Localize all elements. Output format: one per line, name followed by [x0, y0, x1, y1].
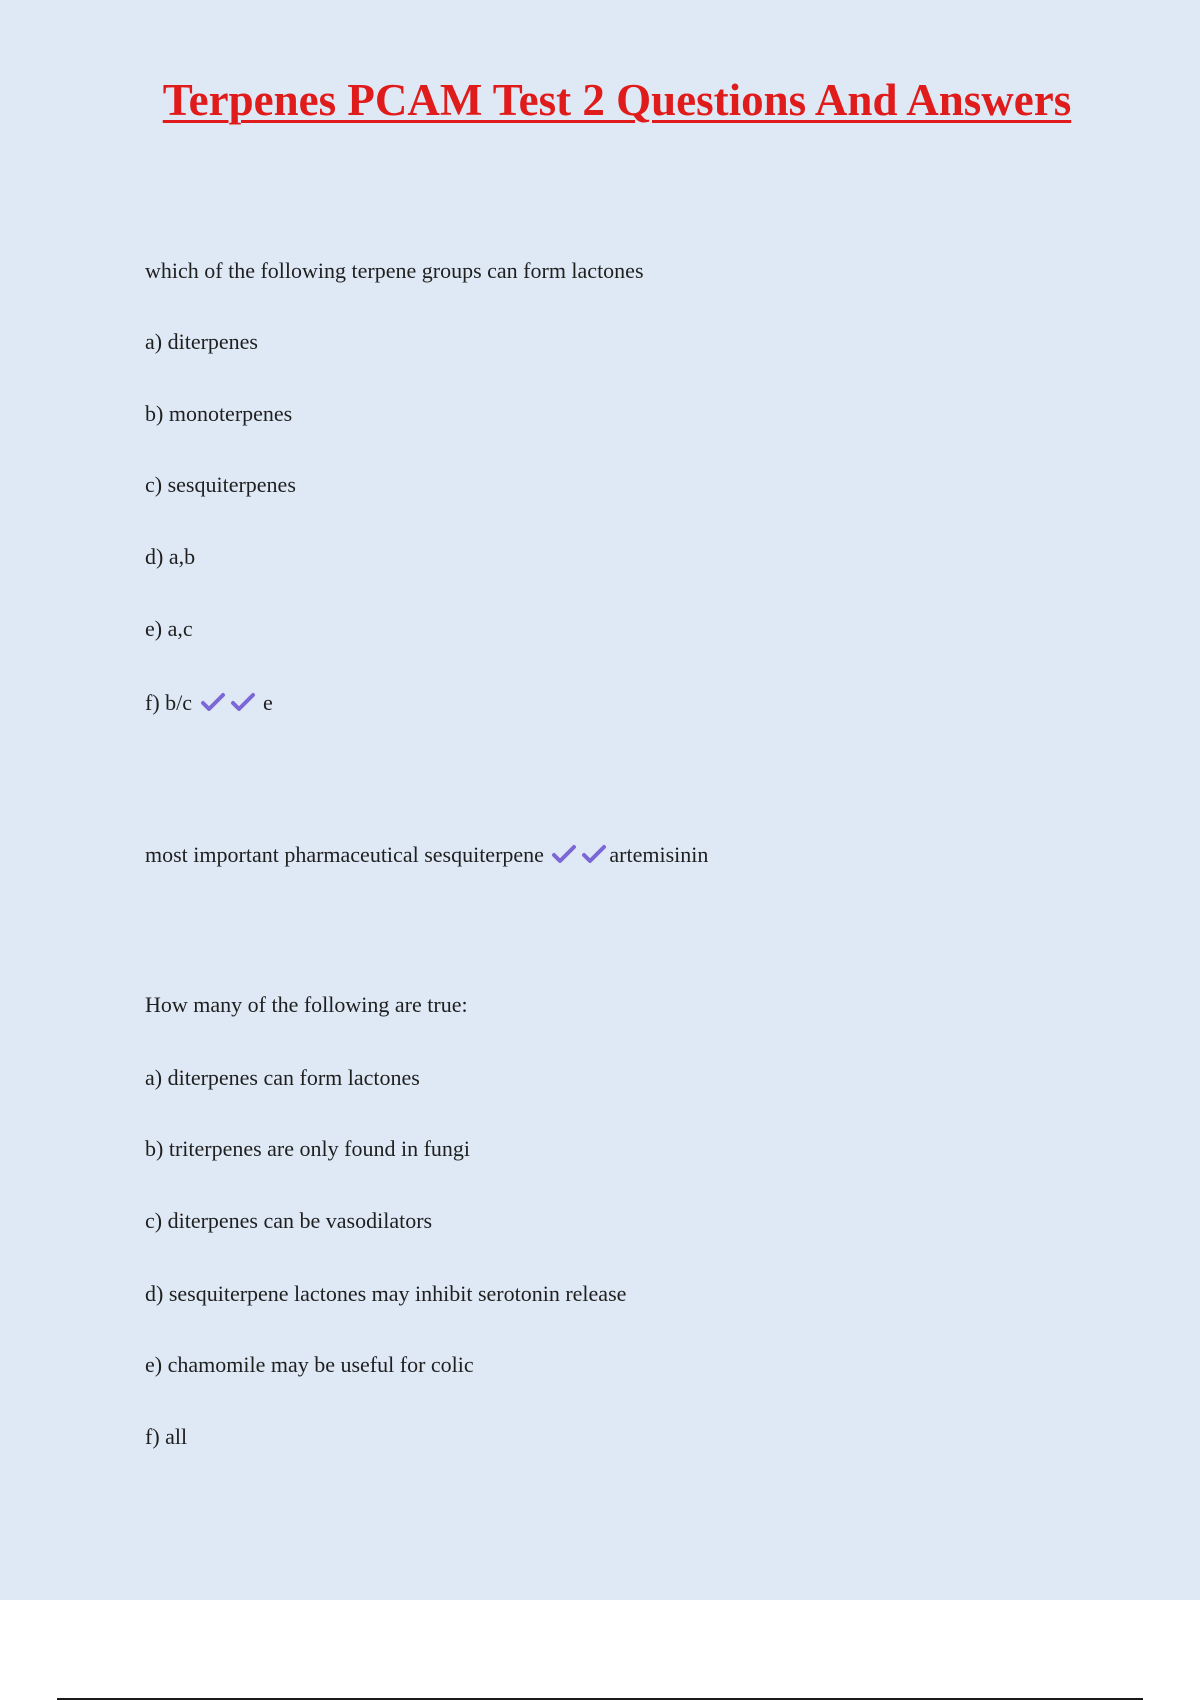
- question-2-text: most important pharmaceutical sesquiterpene: [145, 842, 544, 867]
- q1-option-f-label: f) b/c: [145, 690, 193, 715]
- check-icon: [581, 843, 609, 865]
- document-title: Terpenes PCAM Test 2 Questions And Answers: [162, 75, 1072, 125]
- q1-answer: e: [263, 690, 273, 715]
- q1-option-e: e) a,c: [145, 616, 193, 641]
- check-icon: [230, 691, 258, 713]
- question-3-text: How many of the following are true:: [145, 992, 468, 1017]
- q2-answer: artemisinin: [609, 842, 709, 867]
- check-icon: [551, 843, 579, 865]
- q3-option-a: a) diterpenes can form lactones: [145, 1065, 420, 1090]
- q1-option-d: d) a,b: [145, 544, 196, 569]
- question-2-with-answer: [145, 840, 708, 870]
- q1-option-a: a) diterpenes: [145, 329, 258, 354]
- check-icon: [200, 691, 228, 713]
- q1-option-f-with-answer: [145, 688, 273, 718]
- q3-option-d: d) sesquiterpene lactones may inhibit serotonin release: [145, 1281, 627, 1306]
- q3-option-e: e) chamomile may be useful for colic: [145, 1352, 474, 1377]
- q1-option-b: b) monoterpenes: [145, 401, 293, 426]
- q3-option-b: b) triterpenes are only found in fungi: [145, 1136, 471, 1161]
- q3-option-f: f) all: [145, 1424, 188, 1449]
- q3-option-c: c) diterpenes can be vasodilators: [145, 1208, 433, 1233]
- question-1-text: which of the following terpene groups can form lactones: [145, 258, 644, 283]
- q1-option-c: c) sesquiterpenes: [145, 472, 296, 497]
